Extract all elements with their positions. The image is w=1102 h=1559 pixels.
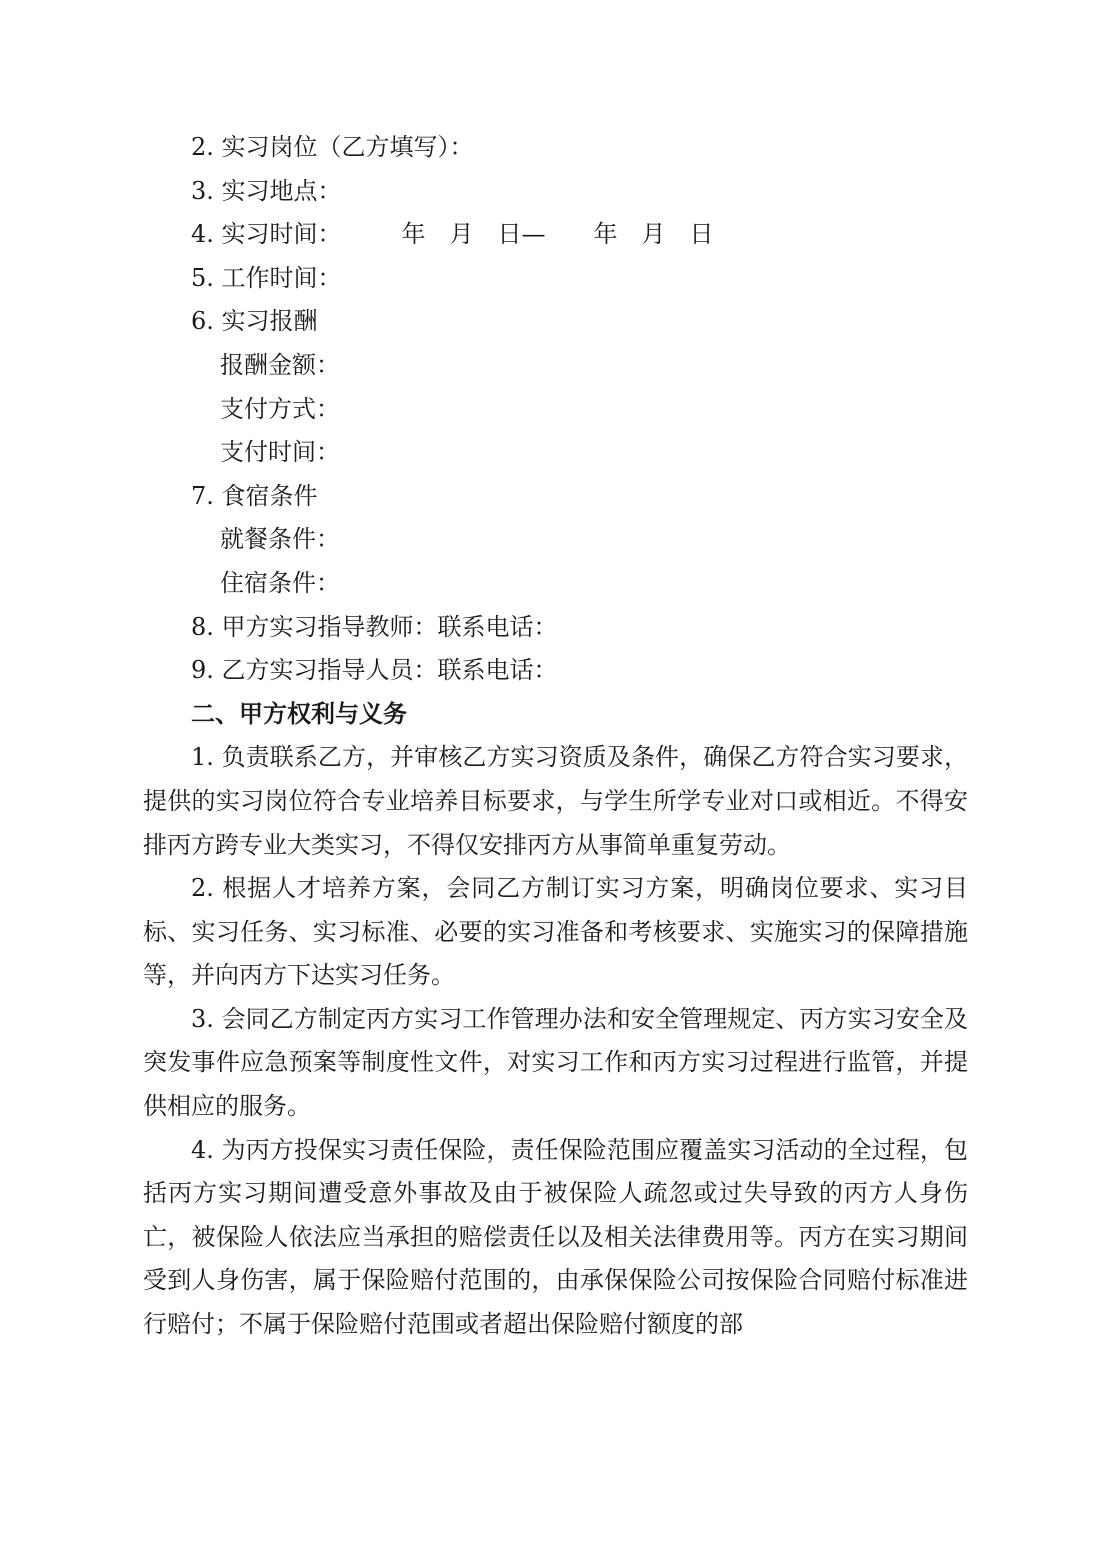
end-year-label: 年 xyxy=(593,220,618,249)
field-work-hours: 5. 工作时间： xyxy=(191,263,342,292)
document-body xyxy=(143,126,968,1347)
field-internship-period xyxy=(143,213,968,257)
field-internship-location: 3. 实习地点： xyxy=(191,176,342,205)
clause-2: 2. 根据人才培养方案，会同乙方制订实习方案，明确岗位要求、实习目标、实习任务、实习标准、必要的实习准备和考核要求、实施实习的保障措施等，并向丙方下达实习任务。 xyxy=(143,874,968,990)
clause-4: 4. 为丙方投保实习责任保险，责任保险范围应覆盖实习活动的全过程，包括丙方实习期间遭受意外事故及由于被保险人疏忽或过失导致的丙方人身伤亡，被保险人依法应当承担的赔偿责任以及相关法律费用等。丙方在实习期间受到人身伤害，属于保险赔付范围的，由承保保险公司按保险合同赔付标准进行赔付；不属于保险赔付范围或者超出保险赔付额度的部 xyxy=(143,1135,968,1339)
clause-1: 1. 负责联系乙方，并审核乙方实习资质及条件，确保乙方符合实习要求，提供的实习岗位符合专业培养目标要求，与学生所学专业对口或相近。不得安排丙方跨专业大类实习，不得仅安排丙方从事简单重复劳动。 xyxy=(143,743,968,859)
end-day-label: 日 xyxy=(689,220,714,249)
start-day-label: 日— xyxy=(497,220,546,249)
clause-3: 3. 会同乙方制定丙方实习工作管理办法和安全管理规定、丙方实习安全及突发事件应急预案等制度性文件，对实习工作和丙方实习过程进行监管，并提供相应的服务。 xyxy=(143,1004,968,1121)
field-internship-position: 2. 实习岗位（乙方填写）： xyxy=(191,133,474,161)
section-heading-party-a-rights: 二、甲方权利与义务 xyxy=(191,699,407,728)
period-label: 4. 实习时间： xyxy=(191,220,342,249)
field-party-b-instructor: 9. 乙方实习指导人员：联系电话： xyxy=(191,656,558,685)
field-pay-time: 支付时间： xyxy=(220,438,340,467)
field-lodging-conditions: 住宿条件： xyxy=(220,568,340,597)
field-party-a-instructor: 8. 甲方实习指导教师：联系电话： xyxy=(191,612,558,641)
end-month-label: 月 xyxy=(641,220,666,249)
field-meal-conditions: 就餐条件： xyxy=(220,525,340,554)
field-board-lodging: 7. 食宿条件 xyxy=(191,481,318,510)
field-internship-pay: 6. 实习报酬 xyxy=(191,307,318,336)
start-year-label: 年 xyxy=(401,220,426,249)
start-month-label: 月 xyxy=(449,220,474,249)
field-pay-method: 支付方式： xyxy=(220,394,340,423)
field-pay-amount: 报酬金额： xyxy=(220,350,340,379)
